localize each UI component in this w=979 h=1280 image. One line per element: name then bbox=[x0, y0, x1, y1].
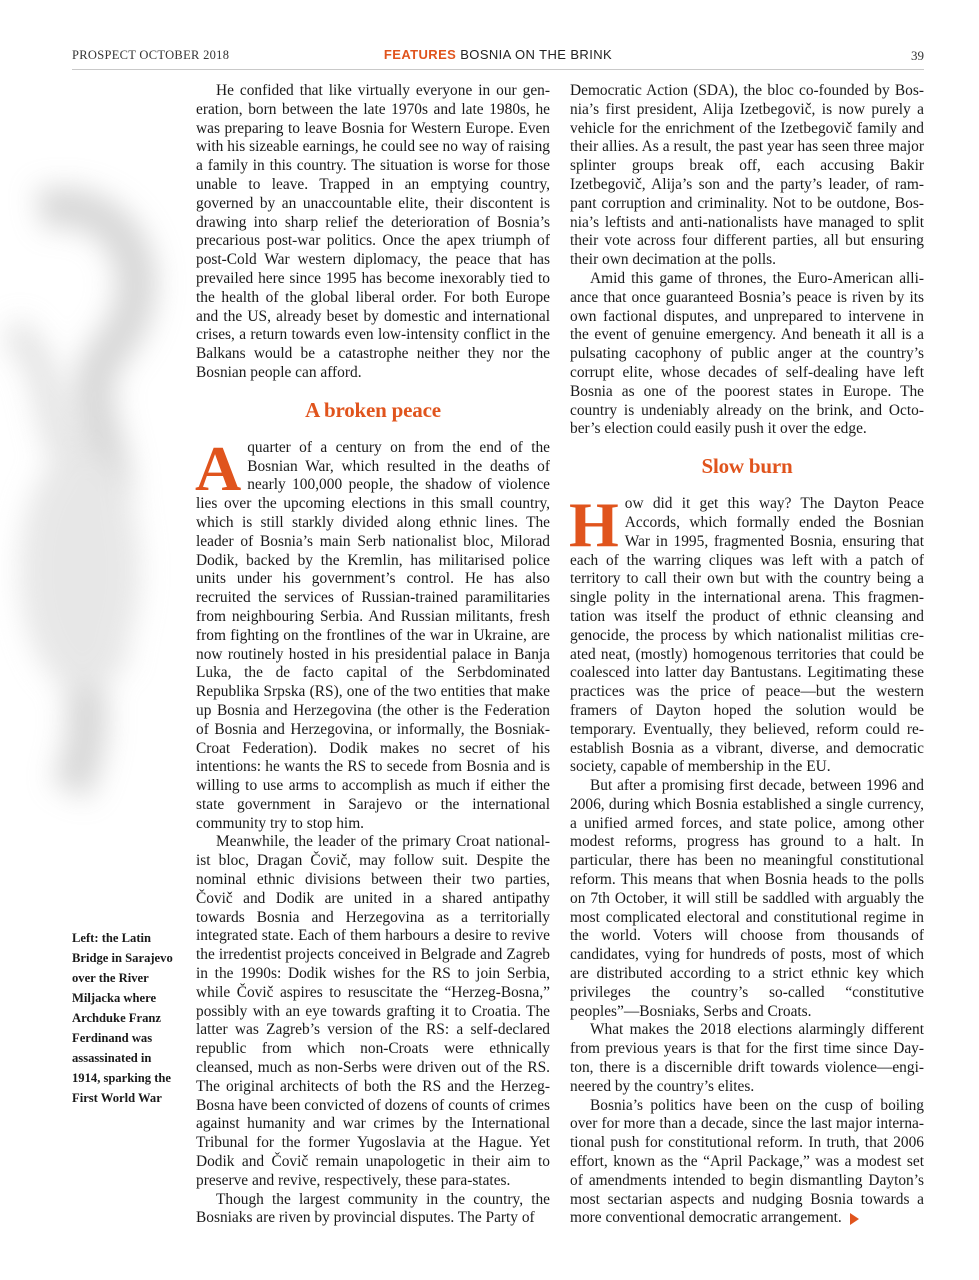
drop-cap: H bbox=[569, 489, 619, 561]
magazine-issue: PROSPECT OCTOBER 2018 bbox=[72, 48, 230, 62]
header-divider bbox=[72, 69, 924, 70]
subheading-slow-burn: Slow burn bbox=[701, 454, 793, 479]
smoke-background-image bbox=[0, 150, 200, 910]
section-kicker: FEATURES bbox=[383, 47, 457, 62]
paragraph-continued: Democratic Action (SDA), the bloc co-founded by Bosnia’s first president, Alija Izetbegovič, is now purely a vehicle for the enrichment of the Izetbegovič family and their allies. As a result, the past year has seen three major splinter groups break off, each accusing Bakir Izetbegovič, Alija’s son and the party’s leader, of rampant corruption and criminality. Not to be outdone, Bosnia’s leftists and anti-nationalists have managed to split their vote across four different parties, all but ensuring their own decimation at the polls. bbox=[570, 82, 924, 269]
paragraph-intro: He confided that like virtually everyone in our generation, born between the late 1970s and late 1980s, he was preparing to leave Bosnia for Western Europe. Even with his sizeable earnings, he could see no way of raising a family in this country. The situation is worse for those unable to leave. Trapped in an emptying country, governed by an unaccountable elite, their discontent is drawing into sharp relief the deterioration of Bosnia’s precarious post-war politics. Once the apex triumph of post-Cold War western diplomacy, the peace that has prevailed here since 1995 has become inexorably tied to the health of the global liberal order. For both Europe and the US, already beset by domestic and international crises, a return towards even low-intensity conflict in the Balkans would be a catastrophe neither they nor the Bosnian people can afford. bbox=[196, 82, 550, 381]
paragraph-text: quarter of a century on from the end of the Bosnian War, which resulted in the deaths of nearly 100,000 people, the shadow of violence lies over the upcoming elections in this small country, which is still starkly divided along ethnic lines. The leader of Bosnia’s main Serb nationalist bloc, Milorad Dodik, backed by the Kremlin, has militarised police units under his government’s control. He has also recruited the services of Russian-trained paramilitaries from neighbouring Serbia. And Russian militants, fresh from fighting on the frontlines of the war in Ukraine, are now routinely hosted in his presidential palace in Banja Luka, the de facto capital of the Serbdominated Republika Srpska (RS), one of the two entities that make up Bosnia and Herzegovina (the other is the Federation of Bosnia and Herzegovina, or informally, the Bosniak-Croat Federation). Dodik makes no secret of his intentions: he wants the RS to secede from Bosnia and is willing to use arms to accomplish as much if either the state government in Sarajevo or the international community try to stop him. bbox=[196, 438, 550, 832]
article-column-left bbox=[196, 82, 550, 1228]
page-number: 39 bbox=[911, 48, 924, 63]
subheading-broken-peace: A broken peace bbox=[305, 397, 441, 422]
page-header bbox=[72, 44, 924, 68]
paragraph-broken-peace-1 bbox=[195, 432, 550, 834]
article-column-right bbox=[570, 82, 924, 1228]
paragraph-slow-burn-2: But after a promising first decade, between 1996 and 2006, during which Bosnia established a single currency, a unified armed forces, and state police, among other modest reforms, progress has ground to a halt. In particular, there has been no meaningful constitutional reform. This means that when Bosnia heads to the polls on 7th October, it will still be saddled with arguably the most complicated electoral and constitutional regime in the world. Voters will choose from thousands of candidates, vying for hundreds of posts, most of which are distributed according to a strict ethnic key which privileges the country’s so-called “constitutive peoples”—Bosniaks, Serbs and Croats. bbox=[570, 777, 924, 1020]
drop-cap: A bbox=[195, 432, 242, 504]
paragraph-game-of-thrones: Amid this game of thrones, the Euro-American alliance that once guaranteed Bosnia’s peace is riven by its own factional disputes, and unprepared to intervene in the event of genuine emergency. And beneath it all is a pulsating cacophony of public anger at the country’s corrupt elite, whose decades of self-dealing have left Bosnia as one of the poorest states in Europe. The country is undeniably already on the brink, and October’s election could easily push it over the edge. bbox=[570, 269, 924, 438]
section-heading bbox=[72, 47, 924, 62]
continue-arrow-icon bbox=[850, 1213, 859, 1225]
paragraph-broken-peace-2: Meanwhile, the leader of the primary Croat nationalist bloc, Dragan Čovič, may follow suit. Despite the nominal ethnic divisions between their two parties, Čovič and Dodik are united in a shared antipathy towards Bosnia and Herzegovina as a territorially integrated state. Each of them harbours a desire to revive the irredentist projects conceived in Belgrade and Zagreb in the 1990s: Dodik wishes for the RS to join Serbia, while Čovič aspires to resuscitate the “Herzeg-Bosna,” possibly with an eye towards grafting it to Croatia. The latter was Zagreb’s version of the RS: a self-declared republic from which non-Croats were ethnically cleansed, much as non-Serbs were driven out of the RS. The original architects of both the RS and the Herzeg-Bosna have been convicted of dozens of counts of crimes against humanity and war crimes by the International Tribunal for the former Yugoslavia at the Hague. Yet Dodik and Čovič remain unapologetic in their aim to preserve and revive, respectively, these para-states. bbox=[196, 833, 550, 1189]
paragraph-slow-burn-4 bbox=[570, 1097, 924, 1229]
section-title: BOSNIA ON THE BRINK bbox=[456, 47, 613, 62]
paragraph-text: Bosnia’s politics have been on the cusp of boiling over for more than a decade, since the last major international push for constitutional reform. In truth, that 2006 effort, known as the “April Package,” was a modest set of amendments intended to begin dismantling Dayton’s most sectarian aspects and nudging Bosnia towards a more conventional democratic arrangement. bbox=[570, 1096, 924, 1227]
paragraph-slow-burn-1 bbox=[569, 489, 924, 777]
paragraph-broken-peace-3: Though the largest community in the country, the Bosniaks are riven by provincial disputes. The Party of bbox=[196, 1190, 550, 1227]
paragraph-slow-burn-3: What makes the 2018 elections alarmingly different from previous years is that for the first time since Dayton, there is a discernible drift towards violence—engineered by the country’s elites. bbox=[570, 1021, 924, 1095]
image-caption: Left: the Latin Bridge in Sarajevo over the River Miljacka where Archduke Franz Ferdinand was assassinated in 1914, sparking the First World War bbox=[72, 931, 173, 1105]
paragraph-text: ow did it get this way? The Dayton Peace Accords, which formally ended the Bosnian War in 1995, fragmented Bosnia, ensuring that each of the warring cliques was left with a patch of territory to call their own but with the country being a single polity in the international arena. This fragmentation was itself the product of ethnic cleansing and genocide, the process by which nationalist militias created neat, (mostly) homogenous territories that could be coalesced into latter day Bantustans. Legitimating these practices was the price of peace—but the western framers of Dayton hoped the solution would be temporary. Eventually, they believed, reform could reestablish Bosnia as a vibrant, diverse, and democratic society, capable of membership in the EU. bbox=[570, 495, 924, 776]
